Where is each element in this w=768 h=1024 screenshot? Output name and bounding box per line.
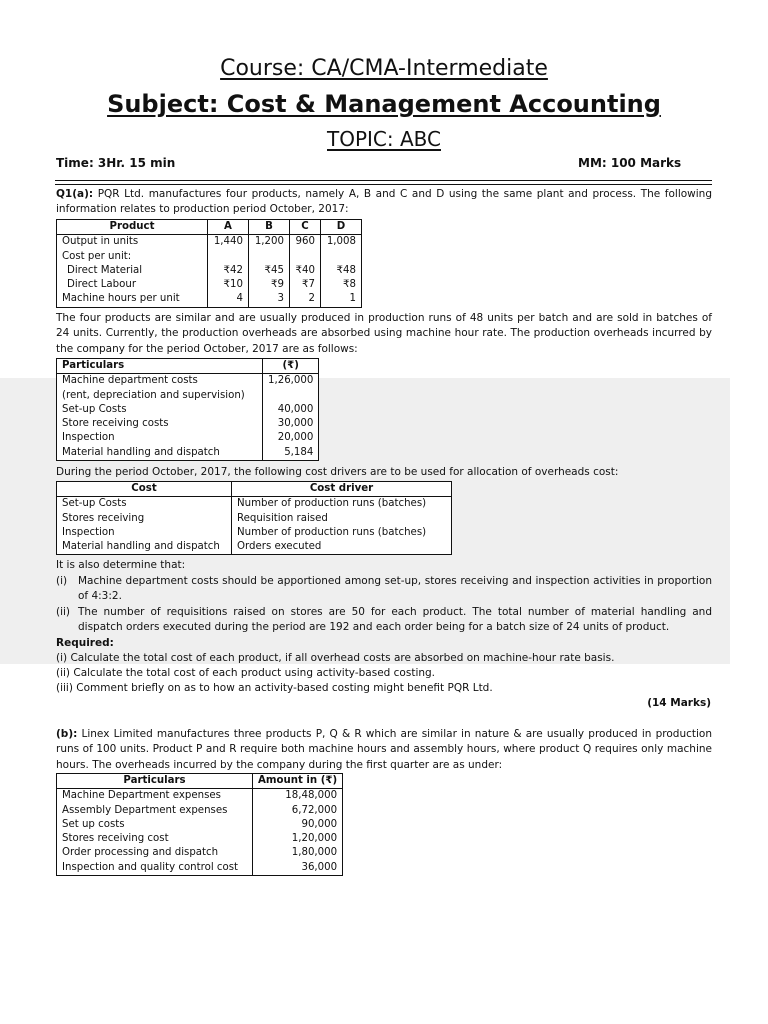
cell: 36,000: [253, 861, 343, 876]
cell: ₹42: [208, 264, 249, 278]
table-header-row: [57, 220, 362, 235]
table-row: [57, 278, 362, 292]
col-header: A: [208, 220, 249, 235]
col-header: Cost driver: [232, 482, 452, 497]
required-item: (ii) Calculate the total cost of each product using activity-based costing.: [56, 667, 436, 679]
cell: 960: [290, 235, 321, 250]
required-item: (iii) Comment briefly on as to how an activity-based costing might benefit PQR Ltd.: [56, 682, 493, 694]
row-label: Machine department costs: [57, 374, 263, 389]
topic-title: TOPIC: ABC: [327, 127, 441, 151]
table-row: [57, 235, 362, 250]
cell: [321, 250, 362, 264]
cost-driver-table: [56, 481, 452, 555]
cell: 20,000: [263, 431, 319, 445]
product-cost-table: [56, 219, 362, 308]
cell: 1: [321, 292, 362, 307]
cell: 1,440: [208, 235, 249, 250]
row-label: Set-up Costs: [57, 497, 232, 512]
table-row: [57, 804, 343, 818]
table-row: [57, 818, 343, 832]
cell: 4: [208, 292, 249, 307]
col-header: C: [290, 220, 321, 235]
overheads-table: [56, 358, 319, 461]
cell: ₹45: [249, 264, 290, 278]
row-label: Machine Department expenses: [57, 789, 253, 804]
header-rule-bottom: [55, 184, 712, 185]
point-number: (i): [56, 575, 68, 587]
q1b-label: (b):: [56, 728, 78, 740]
q1a-intro-text: PQR Ltd. manufactures four products, namely A, B and C and D using the same plant and process. The following information relates to production period October, 2017:: [56, 188, 712, 216]
row-label: Cost per unit:: [57, 250, 208, 264]
table-row: [57, 264, 362, 278]
point-item: [56, 605, 712, 636]
table-row: [57, 403, 319, 417]
row-label: Inspection and quality control cost: [57, 861, 253, 876]
table-row: [57, 526, 452, 540]
cell: Number of production runs (batches): [232, 526, 452, 540]
q1a-label: Q1(a):: [56, 188, 94, 200]
q1b-intro: [56, 727, 712, 773]
cell: [208, 250, 249, 264]
q1a-overheads-paragraph: The four products are similar and are usually produced in production runs of 48 units per batch and are sold in batches of 24 units. Currently, the production overheads are absorbed using machine hour rate. The production overheads incurred by the company for the period October, 2017 are as follows:: [56, 312, 712, 355]
q1a-cost-driver-intro: During the period October, 2017, the following cost drivers are to be used for allocation of overheads cost:: [56, 466, 619, 478]
col-header: Cost: [57, 482, 232, 497]
also-determine: It is also determine that:: [56, 559, 186, 571]
table-row: [57, 540, 452, 555]
table-header-row: [57, 774, 343, 789]
row-label: Assembly Department expenses: [57, 804, 253, 818]
row-label: Direct Material: [57, 264, 208, 278]
max-marks: MM: 100 Marks: [578, 156, 682, 170]
table-row: [57, 389, 319, 403]
cell: 3: [249, 292, 290, 307]
row-label: Stores receiving cost: [57, 832, 253, 846]
row-label: Machine hours per unit: [57, 292, 208, 307]
q1a-marks: (14 Marks): [647, 697, 711, 709]
time-allowed: Time: 3Hr. 15 min: [56, 156, 176, 170]
table-row: [57, 789, 343, 804]
cell: 1,26,000: [263, 374, 319, 389]
cell: 30,000: [263, 417, 319, 431]
cell: 1,80,000: [253, 846, 343, 860]
row-label: Store receiving costs: [57, 417, 263, 431]
col-header: Particulars: [57, 359, 263, 374]
header-rule-top: [55, 180, 712, 181]
cell: 1,008: [321, 235, 362, 250]
cell: ₹8: [321, 278, 362, 292]
cell: 18,48,000: [253, 789, 343, 804]
col-header: Amount in (₹): [253, 774, 343, 789]
table-row: [57, 846, 343, 860]
cell: Requisition raised: [232, 512, 452, 526]
cell: ₹40: [290, 264, 321, 278]
q1b-intro-text: Linex Limited manufactures three products P, Q & R which are similar in nature & are usually produced in production runs of 100 units. Product P and R require both machine hours and assembly hours, where product Q requires only machine hours. The overheads incurred by the company during the first quarter are as under:: [56, 728, 712, 771]
table-row: [57, 512, 452, 526]
cell: [263, 389, 319, 403]
row-label: Inspection: [57, 526, 232, 540]
linex-overheads-table: [56, 773, 343, 876]
point-text: The number of requisitions raised on stores are 50 for each product. The total number of material handling and dispatch orders executed during the period are 192 and each order being for a batch size of 24 units of product.: [78, 606, 712, 634]
cell: ₹7: [290, 278, 321, 292]
cell: 1,200: [249, 235, 290, 250]
cell: 40,000: [263, 403, 319, 417]
table-header-row: [57, 482, 452, 497]
table-header-row: [57, 359, 319, 374]
row-label: Inspection: [57, 431, 263, 445]
row-label: Direct Labour: [57, 278, 208, 292]
col-header: (₹): [263, 359, 319, 374]
cell: 1,20,000: [253, 832, 343, 846]
cell: 90,000: [253, 818, 343, 832]
cell: ₹10: [208, 278, 249, 292]
table-row: [57, 292, 362, 307]
row-label: Set up costs: [57, 818, 253, 832]
cell: 2: [290, 292, 321, 307]
point-number: (ii): [56, 606, 71, 618]
cell: [290, 250, 321, 264]
table-row: [57, 417, 319, 431]
cell: [249, 250, 290, 264]
cell: 6,72,000: [253, 804, 343, 818]
col-header: Particulars: [57, 774, 253, 789]
table-row: [57, 832, 343, 846]
col-header: Product: [57, 220, 208, 235]
table-row: [57, 446, 319, 461]
row-label: Output in units: [57, 235, 208, 250]
subject-title: Subject: Cost & Management Accounting: [107, 90, 661, 118]
cell: Orders executed: [232, 540, 452, 555]
table-row: [57, 374, 319, 389]
required-label: Required:: [56, 637, 114, 649]
row-label: Set-up Costs: [57, 403, 263, 417]
row-label: Stores receiving: [57, 512, 232, 526]
table-row: [57, 497, 452, 512]
row-label: Material handling and dispatch: [57, 540, 232, 555]
cell: ₹48: [321, 264, 362, 278]
q1a-intro: [56, 187, 712, 218]
cell: 5,184: [263, 446, 319, 461]
required-item: (i) Calculate the total cost of each product, if all overhead costs are absorbed on machine-hour rate basis.: [56, 652, 615, 664]
row-label: Material handling and dispatch: [57, 446, 263, 461]
cell: ₹9: [249, 278, 290, 292]
table-row: [57, 250, 362, 264]
point-item: [56, 574, 712, 605]
point-text: Machine department costs should be apportioned among set-up, stores receiving and inspection activities in proportion of 4:3:2.: [78, 575, 712, 603]
row-label: Order processing and dispatch: [57, 846, 253, 860]
course-title: Course: CA/CMA-Intermediate: [220, 56, 548, 81]
col-header: B: [249, 220, 290, 235]
cell: Number of production runs (batches): [232, 497, 452, 512]
col-header: D: [321, 220, 362, 235]
table-row: [57, 861, 343, 876]
table-row: [57, 431, 319, 445]
row-label: (rent, depreciation and supervision): [57, 389, 263, 403]
